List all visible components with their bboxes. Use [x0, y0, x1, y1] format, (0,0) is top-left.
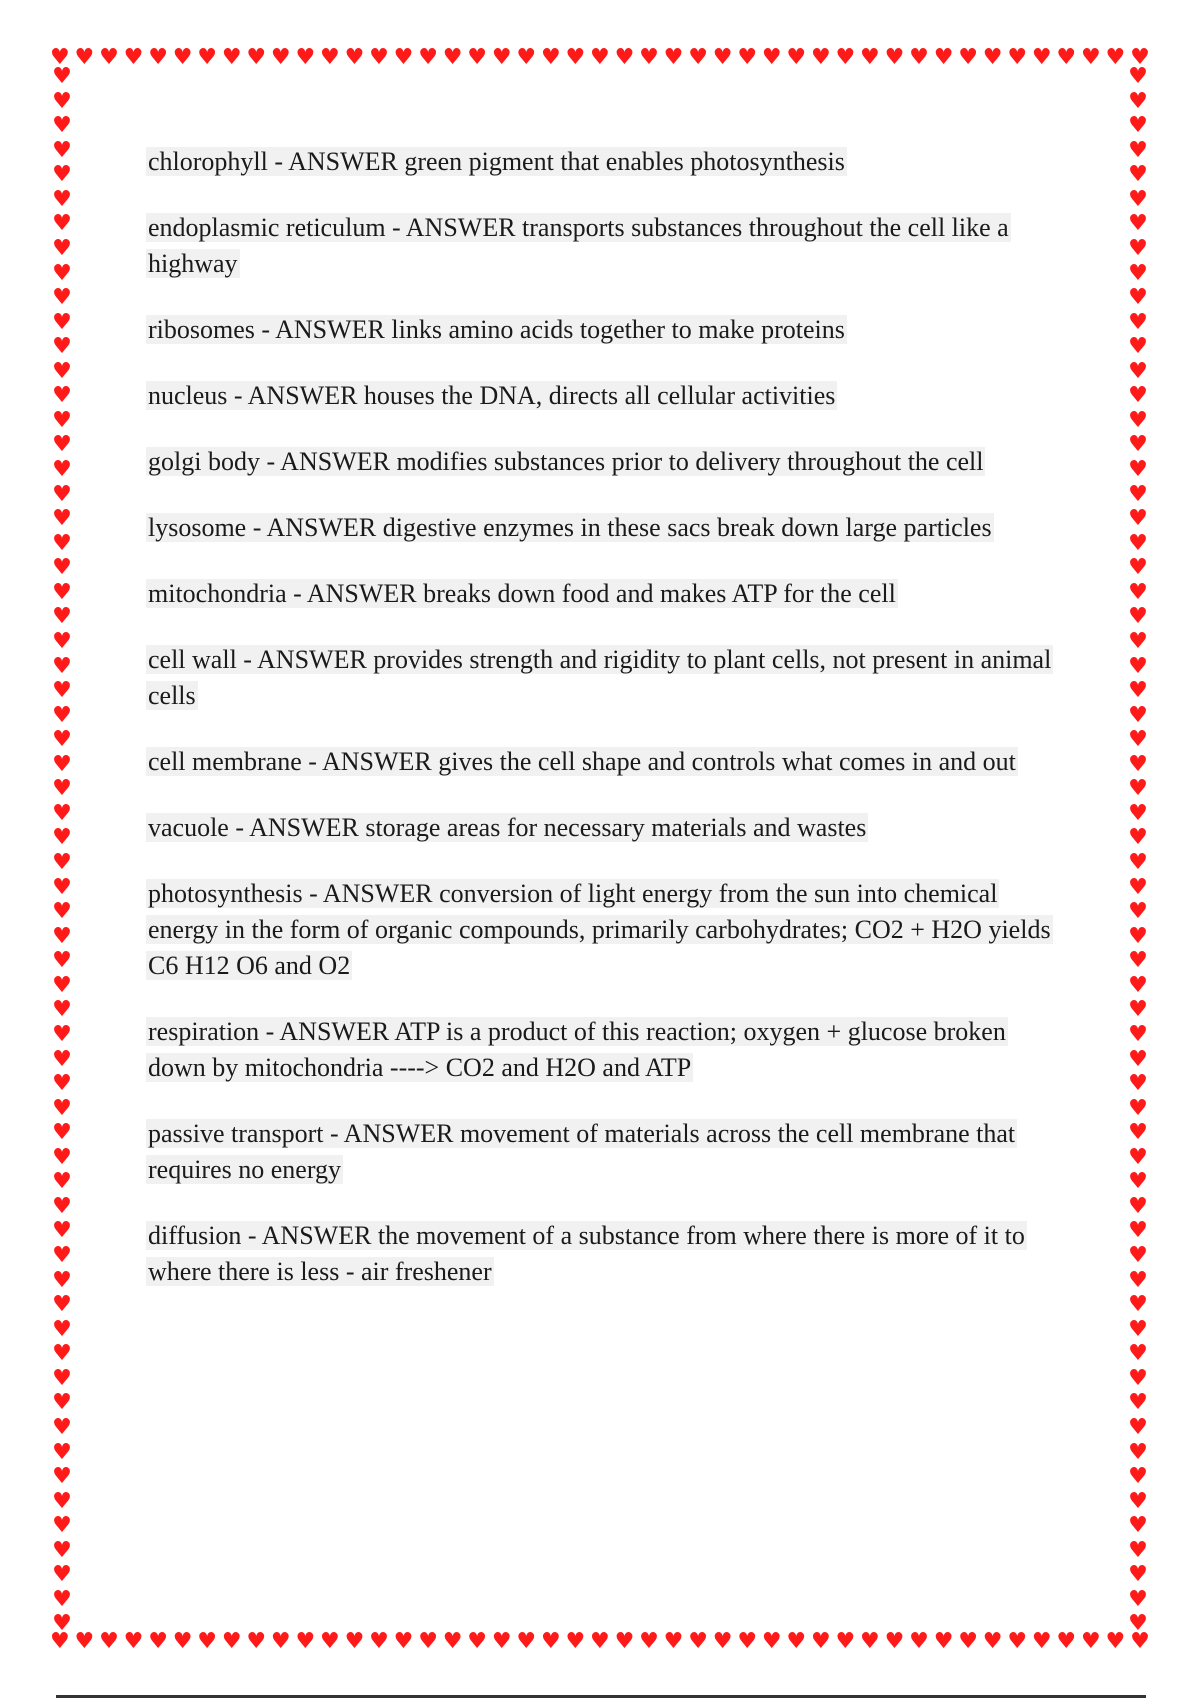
heart-icon: ♥	[52, 113, 72, 139]
heart-icon: ♥	[52, 1071, 72, 1097]
heart-icon: ♥	[516, 1629, 537, 1654]
heart-icon: ♥	[52, 555, 72, 581]
qa-entry-text: diffusion - ANSWER the movement of a substance from where there is more of it to where there is less - air freshener	[148, 1221, 1025, 1286]
heart-icon: ♥	[52, 579, 72, 605]
heart-icon: ♥	[1056, 1629, 1077, 1654]
heart-icon: ♥	[1128, 948, 1148, 974]
heart-icon: ♥	[761, 1629, 782, 1654]
heart-icon: ♥	[835, 45, 856, 70]
heart-icon: ♥	[1128, 1144, 1148, 1170]
heart-icon: ♥	[1128, 137, 1148, 163]
heart-icon: ♥	[1128, 800, 1148, 826]
heart-icon: ♥	[467, 45, 488, 70]
heart-icon: ♥	[1128, 457, 1148, 482]
heart-icon: ♥	[52, 1488, 72, 1514]
heart-icon: ♥	[1128, 727, 1148, 753]
qa-entry	[146, 378, 1066, 414]
heart-icon: ♥	[590, 45, 610, 70]
heart-icon: ♥	[1128, 1046, 1148, 1072]
heart-icon: ♥	[1031, 45, 1052, 70]
heart-icon: ♥	[1128, 1611, 1148, 1637]
heart-icon: ♥	[1031, 1629, 1052, 1654]
heart-icon: ♥	[540, 1629, 561, 1654]
heart-icon: ♥	[393, 1629, 414, 1654]
heart-icon: ♥	[52, 1169, 72, 1195]
heart-icon: ♥	[1128, 1243, 1148, 1268]
heart-icon: ♥	[1130, 45, 1150, 70]
heart-icon: ♥	[1128, 334, 1148, 360]
heart-icon: ♥	[52, 923, 72, 949]
heart-icon: ♥	[1128, 604, 1148, 630]
heart-icon: ♥	[958, 45, 978, 70]
heart-icon: ♥	[52, 604, 72, 630]
heart-icon: ♥	[1128, 850, 1148, 875]
heart-icon: ♥	[1128, 1439, 1148, 1465]
heart-icon: ♥	[884, 45, 905, 70]
heart-icon: ♥	[614, 45, 635, 70]
heart-icon: ♥	[320, 45, 340, 70]
qa-entry-text: cell wall - ANSWER provides strength and rigidity to plant cells, not present in animal cells	[148, 645, 1052, 710]
heart-icon: ♥	[1128, 481, 1148, 507]
heart-icon: ♥	[52, 1144, 72, 1170]
heart-icon: ♥	[52, 653, 72, 679]
qa-entry-text: mitochondria - ANSWER breaks down food and makes ATP for the cell	[148, 579, 896, 608]
heart-icon: ♥	[1128, 555, 1148, 581]
heart-icon: ♥	[52, 1513, 72, 1539]
heart-icon: ♥	[786, 45, 807, 70]
heart-icon: ♥	[590, 1629, 610, 1654]
heart-icon: ♥	[1056, 45, 1077, 70]
heart-icon: ♥	[1128, 285, 1148, 311]
heart-icon: ♥	[1128, 1513, 1148, 1539]
heart-icon: ♥	[1128, 309, 1148, 335]
heart-icon: ♥	[786, 1629, 807, 1654]
heart-icon: ♥	[737, 45, 758, 70]
qa-entry-text: lysosome - ANSWER digestive enzymes in these sacs break down large particles	[148, 513, 992, 542]
heart-border-right	[1126, 66, 1150, 1636]
qa-entry-text: endoplasmic reticulum - ANSWER transports substances throughout the cell like a highway	[148, 213, 1009, 278]
heart-icon: ♥	[418, 1629, 438, 1654]
heart-icon: ♥	[52, 628, 72, 654]
heart-icon: ♥	[270, 1629, 291, 1654]
heart-icon: ♥	[52, 186, 72, 212]
qa-entry	[146, 444, 1066, 480]
heart-icon: ♥	[52, 432, 72, 458]
heart-icon: ♥	[52, 1316, 72, 1342]
heart-icon: ♥	[884, 1629, 905, 1654]
heart-icon: ♥	[712, 1629, 733, 1654]
heart-icon: ♥	[1128, 162, 1148, 188]
heart-icon: ♥	[614, 1629, 635, 1654]
heart-border-bottom	[50, 1630, 1150, 1654]
heart-icon: ♥	[1128, 88, 1148, 114]
heart-icon: ♥	[1128, 407, 1148, 433]
heart-icon: ♥	[148, 45, 168, 70]
heart-icon: ♥	[393, 45, 414, 70]
heart-icon: ♥	[1128, 1316, 1148, 1342]
heart-icon: ♥	[52, 1537, 72, 1563]
heart-icon: ♥	[172, 1629, 193, 1654]
heart-icon: ♥	[491, 1629, 512, 1654]
heart-icon: ♥	[663, 1629, 684, 1654]
heart-icon: ♥	[369, 1629, 389, 1654]
heart-icon: ♥	[540, 45, 561, 70]
heart-icon: ♥	[442, 1629, 463, 1654]
heart-icon: ♥	[52, 678, 72, 704]
heart-icon: ♥	[52, 457, 72, 482]
qa-entry	[146, 810, 1066, 846]
heart-icon: ♥	[1128, 1562, 1148, 1588]
qa-entry-text: golgi body - ANSWER modifies substances prior to delivery throughout the cell	[148, 447, 984, 476]
heart-icon: ♥	[933, 45, 954, 70]
qa-entry-text: chlorophyll - ANSWER green pigment that enables photosynthesis	[148, 147, 845, 176]
qa-entry	[146, 144, 1066, 180]
heart-icon: ♥	[52, 64, 72, 89]
heart-icon: ♥	[52, 972, 72, 998]
heart-icon: ♥	[1128, 1414, 1148, 1440]
qa-entry-text: nucleus - ANSWER houses the DNA, directs all cellular activities	[148, 381, 836, 410]
heart-icon: ♥	[565, 1629, 586, 1654]
heart-icon: ♥	[148, 1629, 168, 1654]
heart-icon: ♥	[1128, 776, 1148, 802]
qa-entry-text: photosynthesis - ANSWER conversion of light energy from the sun into chemical energy in the form of organic compounds, primarily carbohydrates; CO2 + H2O yields C6 H12 O6 and O2	[148, 879, 1051, 980]
heart-icon: ♥	[810, 1629, 831, 1654]
heart-icon: ♥	[52, 776, 72, 802]
heart-icon: ♥	[1128, 1365, 1148, 1391]
heart-icon: ♥	[246, 45, 267, 70]
heart-icon: ♥	[467, 1629, 488, 1654]
heart-icon: ♥	[1128, 1586, 1148, 1612]
qa-entry-text: passive transport - ANSWER movement of materials across the cell membrane that requires no energy	[148, 1119, 1016, 1184]
heart-icon: ♥	[1128, 1537, 1148, 1563]
qa-entry	[146, 1218, 1066, 1290]
heart-icon: ♥	[1128, 113, 1148, 139]
qa-entry	[146, 744, 1066, 780]
heart-icon: ♥	[52, 481, 72, 507]
heart-icon: ♥	[52, 1120, 72, 1146]
heart-icon: ♥	[1128, 530, 1148, 556]
heart-icon: ♥	[1128, 432, 1148, 458]
heart-icon: ♥	[1128, 751, 1148, 777]
heart-icon: ♥	[761, 45, 782, 70]
heart-icon: ♥	[52, 235, 72, 261]
heart-icon: ♥	[1128, 1169, 1148, 1195]
heart-icon: ♥	[1130, 1629, 1150, 1654]
heart-icon: ♥	[52, 874, 72, 900]
heart-icon: ♥	[52, 1390, 72, 1416]
qa-entry-text: cell membrane - ANSWER gives the cell shape and controls what comes in and out	[148, 747, 1016, 776]
heart-icon: ♥	[1128, 1488, 1148, 1514]
heart-icon: ♥	[52, 1464, 72, 1490]
heart-icon: ♥	[52, 1439, 72, 1465]
qa-entry-text: vacuole - ANSWER storage areas for necessary materials and wastes	[148, 813, 867, 842]
heart-icon: ♥	[958, 1629, 978, 1654]
heart-icon: ♥	[52, 1292, 72, 1318]
heart-icon: ♥	[197, 45, 218, 70]
heart-icon: ♥	[123, 45, 144, 70]
heart-icon: ♥	[123, 1629, 144, 1654]
qa-entry	[146, 312, 1066, 348]
heart-border-top	[50, 46, 1150, 70]
heart-icon: ♥	[442, 45, 463, 70]
heart-border-left	[50, 66, 74, 1636]
heart-icon: ♥	[344, 1629, 365, 1654]
heart-icon: ♥	[295, 1629, 316, 1654]
heart-icon: ♥	[418, 45, 438, 70]
heart-icon: ♥	[52, 334, 72, 360]
heart-icon: ♥	[1128, 235, 1148, 261]
heart-icon: ♥	[688, 1629, 708, 1654]
heart-icon: ♥	[52, 825, 72, 851]
heart-icon: ♥	[172, 45, 193, 70]
heart-icon: ♥	[52, 1611, 72, 1637]
qa-list	[146, 144, 1066, 1320]
heart-icon: ♥	[52, 88, 72, 114]
heart-icon: ♥	[52, 1341, 72, 1367]
heart-icon: ♥	[1128, 923, 1148, 949]
heart-icon: ♥	[52, 358, 72, 384]
heart-icon: ♥	[197, 1629, 218, 1654]
qa-entry	[146, 1116, 1066, 1188]
heart-icon: ♥	[1128, 825, 1148, 851]
heart-icon: ♥	[295, 45, 316, 70]
heart-icon: ♥	[52, 751, 72, 777]
heart-icon: ♥	[52, 1562, 72, 1588]
heart-icon: ♥	[1007, 1629, 1028, 1654]
heart-icon: ♥	[52, 530, 72, 556]
heart-icon: ♥	[810, 45, 831, 70]
heart-icon: ♥	[52, 702, 72, 728]
heart-icon: ♥	[1080, 45, 1101, 70]
heart-icon: ♥	[1128, 678, 1148, 704]
heart-icon: ♥	[52, 162, 72, 188]
qa-entry	[146, 576, 1066, 612]
heart-icon: ♥	[1007, 45, 1028, 70]
heart-icon: ♥	[1128, 997, 1148, 1023]
heart-icon: ♥	[52, 1021, 72, 1047]
heart-icon: ♥	[52, 1365, 72, 1391]
heart-icon: ♥	[1128, 358, 1148, 384]
heart-icon: ♥	[933, 1629, 954, 1654]
heart-icon: ♥	[1080, 1629, 1101, 1654]
qa-entry	[146, 210, 1066, 282]
heart-icon: ♥	[860, 45, 880, 70]
heart-icon: ♥	[369, 45, 389, 70]
heart-icon: ♥	[1128, 874, 1148, 900]
heart-icon: ♥	[1128, 1071, 1148, 1097]
heart-icon: ♥	[1128, 628, 1148, 654]
heart-icon: ♥	[221, 45, 242, 70]
heart-icon: ♥	[663, 45, 684, 70]
heart-icon: ♥	[688, 45, 708, 70]
heart-icon: ♥	[99, 1629, 119, 1654]
heart-icon: ♥	[1128, 1464, 1148, 1490]
heart-icon: ♥	[52, 727, 72, 753]
heart-icon: ♥	[52, 1414, 72, 1440]
qa-entry-text: respiration - ANSWER ATP is a product of this reaction; oxygen + glucose broken down by mitochondria ----> CO2 and H2O and ATP	[148, 1017, 1006, 1082]
heart-icon: ♥	[1128, 506, 1148, 532]
heart-icon: ♥	[737, 1629, 758, 1654]
heart-icon: ♥	[909, 45, 929, 70]
heart-icon: ♥	[320, 1629, 340, 1654]
heart-icon: ♥	[52, 137, 72, 163]
heart-icon: ♥	[221, 1629, 242, 1654]
heart-icon: ♥	[52, 800, 72, 826]
heart-icon: ♥	[52, 899, 72, 925]
heart-icon: ♥	[909, 1629, 929, 1654]
heart-icon: ♥	[52, 997, 72, 1023]
heart-icon: ♥	[52, 1218, 72, 1244]
heart-icon: ♥	[52, 285, 72, 311]
heart-icon: ♥	[1128, 1193, 1148, 1219]
heart-icon: ♥	[1128, 579, 1148, 605]
heart-icon: ♥	[344, 45, 365, 70]
heart-icon: ♥	[1128, 211, 1148, 237]
heart-icon: ♥	[99, 45, 119, 70]
heart-icon: ♥	[491, 45, 512, 70]
qa-entry	[146, 1014, 1066, 1086]
heart-icon: ♥	[1128, 64, 1148, 89]
heart-icon: ♥	[516, 45, 537, 70]
heart-icon: ♥	[1128, 1267, 1148, 1293]
heart-icon: ♥	[982, 45, 1003, 70]
heart-icon: ♥	[52, 1243, 72, 1268]
heart-icon: ♥	[1128, 1390, 1148, 1416]
heart-icon: ♥	[52, 506, 72, 532]
heart-icon: ♥	[1128, 186, 1148, 212]
qa-entry-text: ribosomes - ANSWER links amino acids together to make proteins	[148, 315, 845, 344]
heart-icon: ♥	[52, 211, 72, 237]
heart-icon: ♥	[1128, 653, 1148, 679]
heart-icon: ♥	[1128, 1218, 1148, 1244]
heart-icon: ♥	[74, 45, 95, 70]
heart-icon: ♥	[52, 1267, 72, 1293]
heart-icon: ♥	[982, 1629, 1003, 1654]
heart-icon: ♥	[1105, 1629, 1126, 1654]
heart-icon: ♥	[50, 45, 70, 70]
heart-icon: ♥	[860, 1629, 880, 1654]
heart-icon: ♥	[1128, 972, 1148, 998]
heart-icon: ♥	[1128, 383, 1148, 409]
heart-icon: ♥	[1128, 1095, 1148, 1121]
heart-icon: ♥	[52, 1586, 72, 1612]
heart-icon: ♥	[52, 309, 72, 335]
heart-icon: ♥	[1105, 45, 1126, 70]
heart-icon: ♥	[1128, 1341, 1148, 1367]
heart-icon: ♥	[712, 45, 733, 70]
heart-icon: ♥	[1128, 702, 1148, 728]
heart-icon: ♥	[1128, 1292, 1148, 1318]
heart-icon: ♥	[52, 1193, 72, 1219]
heart-icon: ♥	[52, 1095, 72, 1121]
heart-icon: ♥	[74, 1629, 95, 1654]
heart-icon: ♥	[565, 45, 586, 70]
heart-icon: ♥	[52, 383, 72, 409]
heart-icon: ♥	[1128, 899, 1148, 925]
heart-icon: ♥	[52, 407, 72, 433]
heart-icon: ♥	[52, 948, 72, 974]
heart-icon: ♥	[639, 1629, 659, 1654]
heart-icon: ♥	[52, 260, 72, 286]
heart-icon: ♥	[835, 1629, 856, 1654]
qa-entry	[146, 510, 1066, 546]
qa-entry	[146, 876, 1066, 984]
heart-icon: ♥	[270, 45, 291, 70]
heart-icon: ♥	[246, 1629, 267, 1654]
heart-icon: ♥	[52, 1046, 72, 1072]
footer-rule	[56, 1695, 1146, 1698]
heart-icon: ♥	[52, 850, 72, 875]
qa-entry	[146, 642, 1066, 714]
heart-icon: ♥	[1128, 1120, 1148, 1146]
heart-icon: ♥	[1128, 1021, 1148, 1047]
heart-icon: ♥	[639, 45, 659, 70]
heart-icon: ♥	[50, 1629, 70, 1654]
heart-icon: ♥	[1128, 260, 1148, 286]
